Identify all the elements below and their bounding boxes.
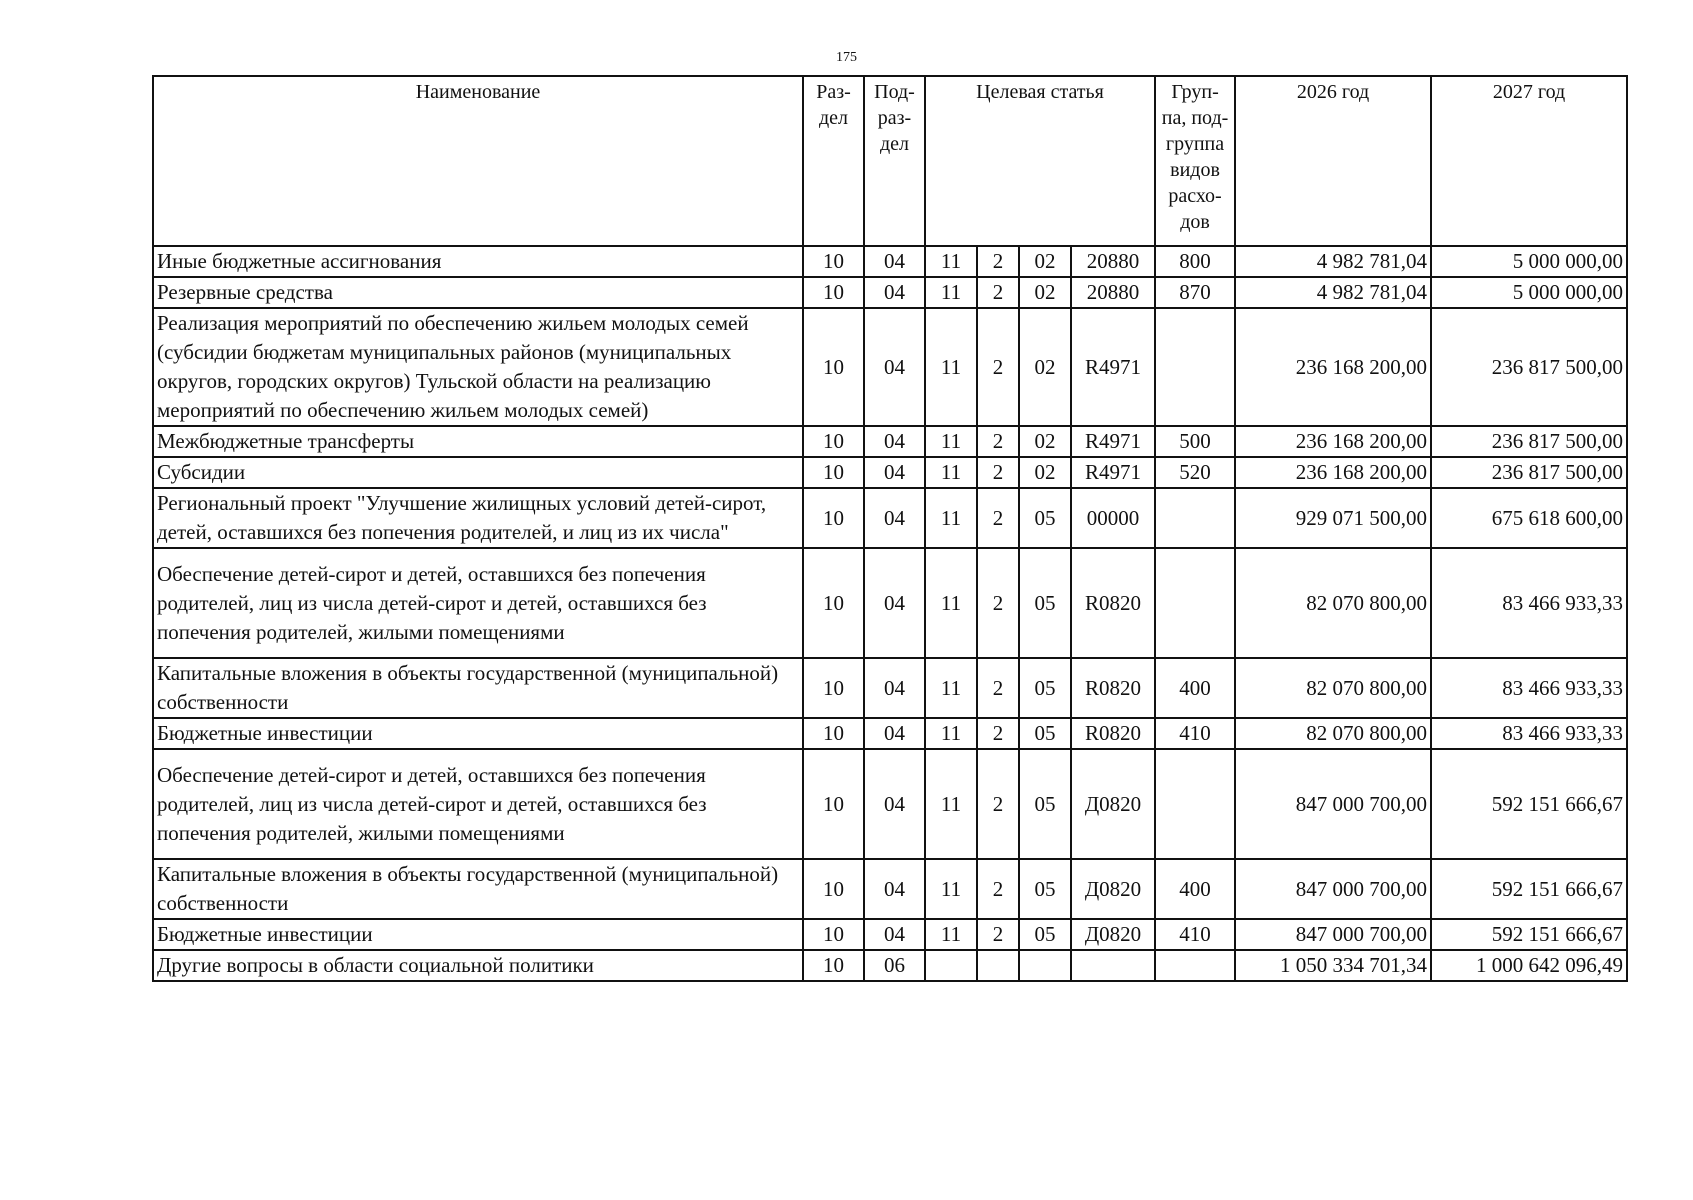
- row-ts-direction: R0820: [1071, 718, 1155, 749]
- row-ts-element: 02: [1019, 426, 1071, 457]
- row-2027: 236 817 500,00: [1431, 426, 1627, 457]
- row-name: Обеспечение детей-сирот и детей, оставшихся без попечения родителей, лиц из числа детей-сирот и детей, оставшихся без попечения родителей, жилыми помещениями: [153, 548, 803, 658]
- table-row: [153, 718, 1627, 749]
- row-2027: 5 000 000,00: [1431, 277, 1627, 308]
- row-podrazdel: 04: [864, 658, 925, 718]
- row-2026: 4 982 781,04: [1235, 246, 1431, 277]
- row-podrazdel: 04: [864, 308, 925, 426]
- row-ts-program: 11: [925, 718, 977, 749]
- row-name: Региональный проект "Улучшение жилищных условий детей-сирот, детей, оставшихся без попечения родителей, и лиц из их числа": [153, 488, 803, 548]
- header-razdel-line: Раз-: [816, 81, 851, 103]
- row-ts-program: 11: [925, 246, 977, 277]
- header-gruppa-line: расхо-: [1168, 185, 1222, 207]
- row-2027: 592 151 666,67: [1431, 919, 1627, 950]
- row-name: Бюджетные инвестиции: [153, 718, 803, 749]
- row-2027: 675 618 600,00: [1431, 488, 1627, 548]
- row-ts-element: 05: [1019, 548, 1071, 658]
- row-2027: 592 151 666,67: [1431, 859, 1627, 919]
- row-ts-program: 11: [925, 277, 977, 308]
- header-podrazdel: [864, 76, 925, 246]
- table-row: [153, 426, 1627, 457]
- row-ts-direction: R4971: [1071, 457, 1155, 488]
- header-podrazdel-line: дел: [879, 133, 910, 155]
- row-ts-direction: Д0820: [1071, 749, 1155, 859]
- row-2026: 236 168 200,00: [1235, 426, 1431, 457]
- row-ts-program: 11: [925, 548, 977, 658]
- row-razdel: 10: [803, 426, 864, 457]
- row-ts-program: 11: [925, 658, 977, 718]
- header-2026: 2026 год: [1235, 76, 1431, 246]
- row-vid: [1155, 749, 1235, 859]
- row-2026: 929 071 500,00: [1235, 488, 1431, 548]
- row-name: Обеспечение детей-сирот и детей, оставшихся без попечения родителей, лиц из числа детей-сирот и детей, оставшихся без попечения родителей, жилыми помещениями: [153, 749, 803, 859]
- row-2027: 5 000 000,00: [1431, 246, 1627, 277]
- row-ts-type: 2: [977, 749, 1019, 859]
- row-podrazdel: 04: [864, 749, 925, 859]
- row-ts-type: [977, 950, 1019, 981]
- row-razdel: 10: [803, 488, 864, 548]
- row-podrazdel: 04: [864, 246, 925, 277]
- table-row: [153, 457, 1627, 488]
- table-row: [153, 488, 1627, 548]
- row-vid: 410: [1155, 919, 1235, 950]
- row-ts-type: 2: [977, 277, 1019, 308]
- row-2027: 236 817 500,00: [1431, 457, 1627, 488]
- row-ts-type: 2: [977, 308, 1019, 426]
- row-ts-type: 2: [977, 859, 1019, 919]
- row-podrazdel: 04: [864, 548, 925, 658]
- row-2027: 83 466 933,33: [1431, 548, 1627, 658]
- row-ts-program: 11: [925, 457, 977, 488]
- row-ts-element: 05: [1019, 859, 1071, 919]
- row-podrazdel: 04: [864, 457, 925, 488]
- table-row: [153, 749, 1627, 859]
- row-ts-direction: 20880: [1071, 277, 1155, 308]
- header-gruppa-line: группа: [1165, 133, 1225, 155]
- row-ts-type: 2: [977, 488, 1019, 548]
- row-ts-direction: Д0820: [1071, 859, 1155, 919]
- row-ts-program: 11: [925, 308, 977, 426]
- table-row: [153, 246, 1627, 277]
- header-gruppa-line: видов: [1170, 159, 1220, 181]
- row-razdel: 10: [803, 308, 864, 426]
- row-2027: 592 151 666,67: [1431, 749, 1627, 859]
- row-ts-element: 02: [1019, 308, 1071, 426]
- header-podrazdel-line: раз-: [877, 107, 912, 129]
- row-podrazdel: 04: [864, 426, 925, 457]
- row-razdel: 10: [803, 950, 864, 981]
- table-row: [153, 548, 1627, 658]
- row-vid: [1155, 950, 1235, 981]
- row-ts-direction: R4971: [1071, 308, 1155, 426]
- row-2026: 82 070 800,00: [1235, 548, 1431, 658]
- row-ts-program: 11: [925, 859, 977, 919]
- row-ts-element: 05: [1019, 488, 1071, 548]
- row-ts-direction: R0820: [1071, 658, 1155, 718]
- header-gruppa: [1155, 76, 1235, 246]
- row-2026: 236 168 200,00: [1235, 457, 1431, 488]
- row-razdel: 10: [803, 658, 864, 718]
- row-2026: 4 982 781,04: [1235, 277, 1431, 308]
- table-row: [153, 919, 1627, 950]
- row-ts-element: 05: [1019, 919, 1071, 950]
- row-2026: 82 070 800,00: [1235, 718, 1431, 749]
- row-ts-direction: R4971: [1071, 426, 1155, 457]
- table-row: [153, 277, 1627, 308]
- row-vid: 800: [1155, 246, 1235, 277]
- row-name: Субсидии: [153, 457, 803, 488]
- row-ts-program: 11: [925, 749, 977, 859]
- row-podrazdel: 04: [864, 859, 925, 919]
- header-row: [153, 76, 1627, 246]
- row-ts-element: 02: [1019, 277, 1071, 308]
- row-ts-direction: 00000: [1071, 488, 1155, 548]
- table-row: [153, 950, 1627, 981]
- row-ts-type: 2: [977, 658, 1019, 718]
- row-name: Капитальные вложения в объекты государственной (муниципальной) собственности: [153, 859, 803, 919]
- row-ts-program: [925, 950, 977, 981]
- row-ts-type: 2: [977, 548, 1019, 658]
- row-2026: 1 050 334 701,34: [1235, 950, 1431, 981]
- row-podrazdel: 04: [864, 919, 925, 950]
- row-vid: 410: [1155, 718, 1235, 749]
- row-ts-direction: [1071, 950, 1155, 981]
- row-2026: 236 168 200,00: [1235, 308, 1431, 426]
- row-razdel: 10: [803, 859, 864, 919]
- row-name: Реализация мероприятий по обеспечению жильем молодых семей (субсидии бюджетам муниципальных районов (муниципальных округов, городских округов) Тульской области на реализацию мероприятий по обеспечению жильем молодых семей): [153, 308, 803, 426]
- row-vid: 500: [1155, 426, 1235, 457]
- row-2027: 83 466 933,33: [1431, 658, 1627, 718]
- row-ts-element: 05: [1019, 749, 1071, 859]
- row-ts-program: 11: [925, 488, 977, 548]
- row-2027: 1 000 642 096,49: [1431, 950, 1627, 981]
- row-name: Капитальные вложения в объекты государственной (муниципальной) собственности: [153, 658, 803, 718]
- table-row: [153, 859, 1627, 919]
- row-ts-element: 05: [1019, 658, 1071, 718]
- row-ts-element: 05: [1019, 718, 1071, 749]
- row-ts-type: 2: [977, 457, 1019, 488]
- table-row: [153, 658, 1627, 718]
- header-name: Наименование: [153, 76, 803, 246]
- header-gruppa-line: Груп-: [1171, 81, 1219, 103]
- row-name: Другие вопросы в области социальной политики: [153, 950, 803, 981]
- row-2026: 82 070 800,00: [1235, 658, 1431, 718]
- row-ts-direction: Д0820: [1071, 919, 1155, 950]
- page-number: 175: [836, 50, 857, 65]
- header-gruppa-line: па, под-: [1161, 107, 1229, 129]
- row-vid: 520: [1155, 457, 1235, 488]
- row-razdel: 10: [803, 246, 864, 277]
- row-ts-type: 2: [977, 919, 1019, 950]
- row-name: Резервные средства: [153, 277, 803, 308]
- row-ts-direction: 20880: [1071, 246, 1155, 277]
- row-ts-element: 02: [1019, 457, 1071, 488]
- row-ts-element: [1019, 950, 1071, 981]
- row-name: Иные бюджетные ассигнования: [153, 246, 803, 277]
- header-gruppa-line: дов: [1180, 211, 1210, 233]
- header-2027: 2027 год: [1431, 76, 1627, 246]
- row-razdel: 10: [803, 548, 864, 658]
- row-razdel: 10: [803, 718, 864, 749]
- row-2026: 847 000 700,00: [1235, 749, 1431, 859]
- row-podrazdel: 04: [864, 718, 925, 749]
- row-name: Межбюджетные трансферты: [153, 426, 803, 457]
- row-podrazdel: 04: [864, 488, 925, 548]
- row-vid: [1155, 308, 1235, 426]
- row-name: Бюджетные инвестиции: [153, 919, 803, 950]
- row-2026: 847 000 700,00: [1235, 859, 1431, 919]
- table-row: [153, 308, 1627, 426]
- row-razdel: 10: [803, 277, 864, 308]
- table-body: [153, 246, 1627, 981]
- row-ts-program: 11: [925, 426, 977, 457]
- row-ts-type: 2: [977, 718, 1019, 749]
- row-vid: 400: [1155, 658, 1235, 718]
- row-2027: 236 817 500,00: [1431, 308, 1627, 426]
- row-razdel: 10: [803, 457, 864, 488]
- row-ts-type: 2: [977, 426, 1019, 457]
- row-2027: 83 466 933,33: [1431, 718, 1627, 749]
- header-tselevaya: Целевая статья: [925, 76, 1155, 246]
- row-podrazdel: 04: [864, 277, 925, 308]
- header-podrazdel-line: Под-: [874, 81, 915, 103]
- row-vid: 870: [1155, 277, 1235, 308]
- row-podrazdel: 06: [864, 950, 925, 981]
- row-razdel: 10: [803, 749, 864, 859]
- row-ts-element: 02: [1019, 246, 1071, 277]
- header-razdel: [803, 76, 864, 246]
- row-2026: 847 000 700,00: [1235, 919, 1431, 950]
- header-razdel-line: дел: [818, 107, 849, 129]
- row-vid: 400: [1155, 859, 1235, 919]
- row-vid: [1155, 548, 1235, 658]
- row-ts-direction: R0820: [1071, 548, 1155, 658]
- row-vid: [1155, 488, 1235, 548]
- budget-table: [152, 75, 1628, 982]
- row-razdel: 10: [803, 919, 864, 950]
- row-ts-program: 11: [925, 919, 977, 950]
- row-ts-type: 2: [977, 246, 1019, 277]
